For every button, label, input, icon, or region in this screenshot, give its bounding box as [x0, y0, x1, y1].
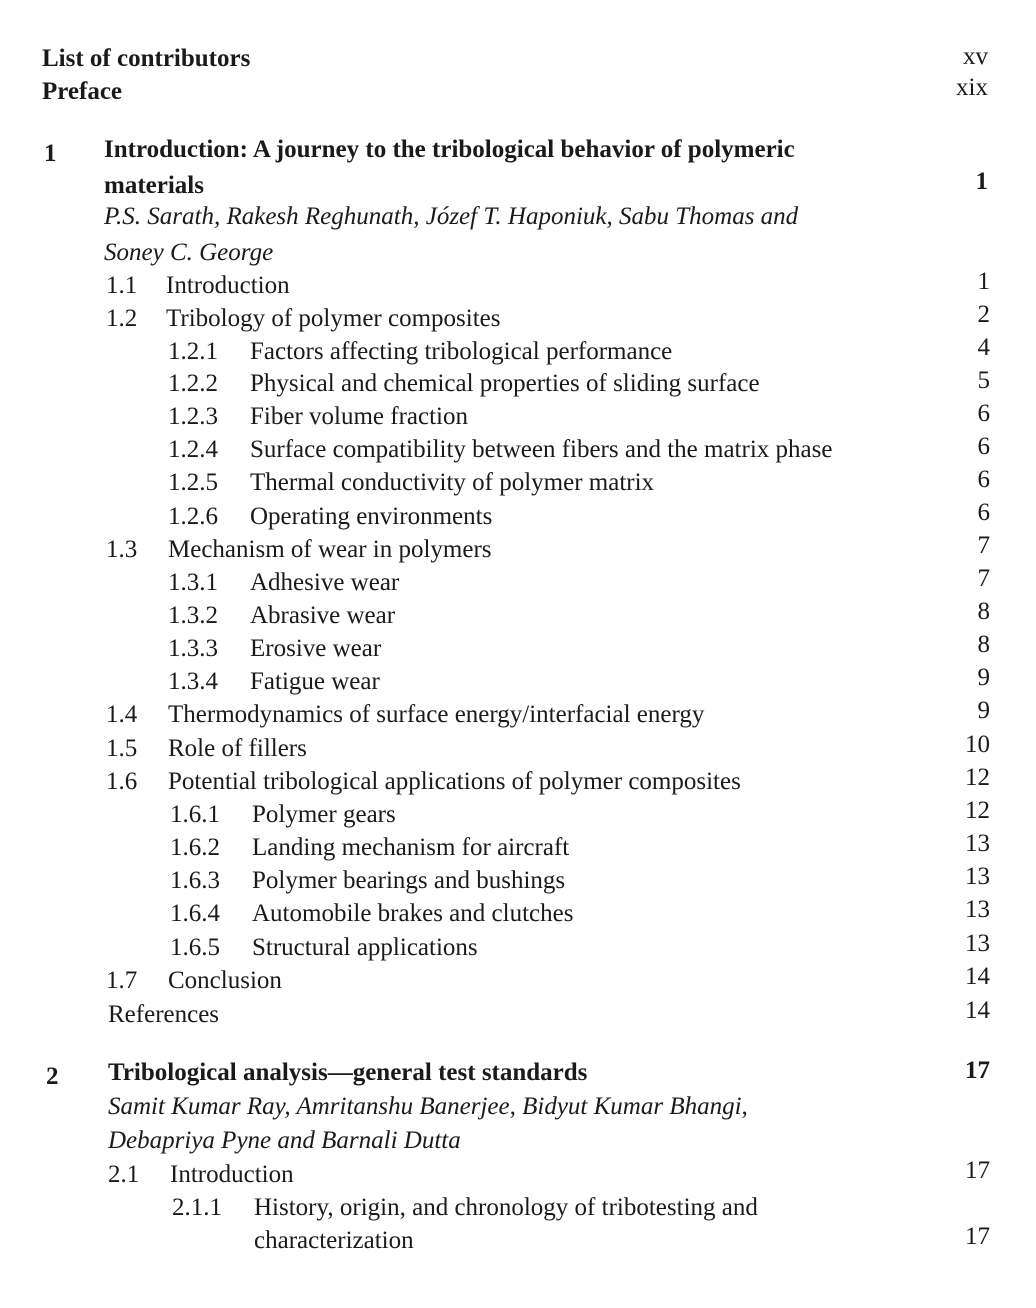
toc-entry-page: 12: [965, 764, 990, 791]
toc-entry-page: 8: [977, 598, 990, 625]
toc-entry-title[interactable]: Erosive wear: [250, 635, 382, 662]
toc-entry-page: 12: [965, 797, 990, 824]
toc-entry-number: 1.2.1: [168, 338, 218, 365]
chapter-number: 1: [44, 140, 57, 167]
toc-front-title-contributors[interactable]: List of contributors: [42, 45, 251, 72]
toc-entry-title[interactable]: Potential tribological applications of polymer composites: [168, 768, 741, 795]
toc-entry-title[interactable]: Introduction: [170, 1161, 294, 1188]
toc-entry-number: 1.3.2: [168, 602, 218, 629]
toc-entry-number: 1.6.3: [170, 867, 220, 894]
chapter-authors-continued: Debapriya Pyne and Barnali Dutta: [108, 1127, 461, 1154]
toc-entry-number: 1.2: [106, 305, 138, 332]
toc-entry-title[interactable]: Polymer gears: [252, 801, 396, 828]
toc-entry-number: 1.6.1: [170, 801, 220, 828]
toc-entry-title[interactable]: Physical and chemical properties of sliding surface: [250, 370, 760, 397]
chapter-number: 2: [46, 1063, 59, 1090]
toc-entry-title[interactable]: Polymer bearings and bushings: [252, 867, 566, 894]
toc-entry-number: 1.6.5: [170, 934, 220, 961]
toc-entry-title[interactable]: Role of fillers: [168, 735, 307, 762]
chapter-title[interactable]: Tribological analysis—general test standards: [108, 1059, 588, 1086]
toc-entry-page: 14: [965, 963, 990, 990]
toc-entry-page: 6: [977, 466, 990, 493]
toc-entry-page: 6: [977, 499, 990, 526]
toc-entry-title-continued[interactable]: characterization: [254, 1227, 414, 1254]
toc-entry-number: 1.6.2: [170, 834, 220, 861]
toc-entry-page: 8: [977, 631, 990, 658]
toc-entry-title[interactable]: History, origin, and chronology of tribotesting and: [254, 1194, 758, 1221]
toc-entry-page: 17: [965, 1223, 990, 1250]
toc-entry-number: 1.2.3: [168, 403, 218, 430]
chapter-page: 17: [965, 1057, 990, 1084]
toc-entry-page: 13: [965, 930, 990, 957]
toc-entry-title[interactable]: Adhesive wear: [250, 569, 400, 596]
toc-entry-page: 6: [977, 400, 990, 427]
toc-entry-page: 2: [977, 301, 990, 328]
chapter-page: 1: [975, 168, 988, 195]
toc-entry-page: 13: [965, 896, 990, 923]
toc-entry-number: 1.2.4: [168, 436, 218, 463]
toc-entry-title[interactable]: Fatigue wear: [250, 668, 380, 695]
toc-entry-number: 1.7: [106, 967, 138, 994]
toc-entry-number: 1.3.4: [168, 668, 218, 695]
chapter-authors-continued: Soney C. George: [104, 239, 274, 266]
toc-entry-title[interactable]: Structural applications: [252, 934, 478, 961]
toc-front-page-contributors: xv: [963, 43, 988, 70]
toc-front-page-preface: xix: [956, 74, 988, 101]
toc-entry-title[interactable]: Introduction: [166, 272, 290, 299]
toc-entry-title[interactable]: Mechanism of wear in polymers: [168, 536, 492, 563]
toc-entry-title[interactable]: Tribology of polymer composites: [166, 305, 501, 332]
toc-references-page: 14: [965, 997, 990, 1024]
chapter-authors: P.S. Sarath, Rakesh Reghunath, Józef T. Haponiuk, Sabu Thomas and: [104, 203, 799, 230]
toc-entry-number: 1.2.5: [168, 469, 218, 496]
chapter-title-continued[interactable]: materials: [104, 172, 204, 199]
toc-entry-title[interactable]: Operating environments: [250, 503, 493, 530]
toc-entry-page: 1: [977, 268, 990, 295]
toc-entry-number: 1.3.1: [168, 569, 218, 596]
toc-entry-page: 7: [977, 565, 990, 592]
toc-entry-title[interactable]: Thermodynamics of surface energy/interfacial energy: [168, 701, 705, 728]
toc-entry-number: 1.2.2: [168, 370, 218, 397]
toc-entry-title[interactable]: Abrasive wear: [250, 602, 396, 629]
toc-entry-number: 2.1.1: [172, 1194, 222, 1221]
chapter-authors: Samit Kumar Ray, Amritanshu Banerjee, Bidyut Kumar Bhangi,: [108, 1093, 748, 1120]
toc-entry-number: 1.6: [106, 768, 138, 795]
toc-entry-number: 2.1: [108, 1161, 140, 1188]
toc-entry-page: 4: [977, 334, 990, 361]
toc-entry-page: 17: [965, 1157, 990, 1184]
toc-entry-number: 1.4: [106, 701, 138, 728]
toc-entry-number: 1.1: [106, 272, 138, 299]
toc-entry-page: 9: [977, 697, 990, 724]
toc-entry-page: 13: [965, 830, 990, 857]
toc-entry-title[interactable]: Fiber volume fraction: [250, 403, 468, 430]
toc-entry-number: 1.3: [106, 536, 138, 563]
toc-entry-page: 10: [965, 731, 990, 758]
toc-entry-title[interactable]: Conclusion: [168, 967, 282, 994]
chapter-title[interactable]: Introduction: A journey to the tribological behavior of polymeric: [104, 136, 795, 163]
toc-entry-number: 1.2.6: [168, 503, 218, 530]
toc-entry-page: 7: [977, 532, 990, 559]
toc-entry-page: 5: [977, 367, 990, 394]
toc-entry-number: 1.3.3: [168, 635, 218, 662]
toc-entry-title[interactable]: Surface compatibility between fibers and the matrix phase: [250, 436, 833, 463]
toc-entry-page: 13: [965, 863, 990, 890]
toc-entry-title[interactable]: Automobile brakes and clutches: [252, 900, 574, 927]
toc-entry-page: 6: [977, 433, 990, 460]
toc-entry-title[interactable]: Landing mechanism for aircraft: [252, 834, 570, 861]
toc-entry-title[interactable]: Factors affecting tribological performance: [250, 338, 673, 365]
toc-entry-number: 1.5: [106, 735, 138, 762]
toc-entry-title[interactable]: Thermal conductivity of polymer matrix: [250, 469, 655, 496]
toc-entry-number: 1.6.4: [170, 900, 220, 927]
toc-front-title-preface[interactable]: Preface: [42, 78, 123, 105]
toc-entry-page: 9: [977, 664, 990, 691]
toc-references-title[interactable]: References: [108, 1001, 220, 1028]
